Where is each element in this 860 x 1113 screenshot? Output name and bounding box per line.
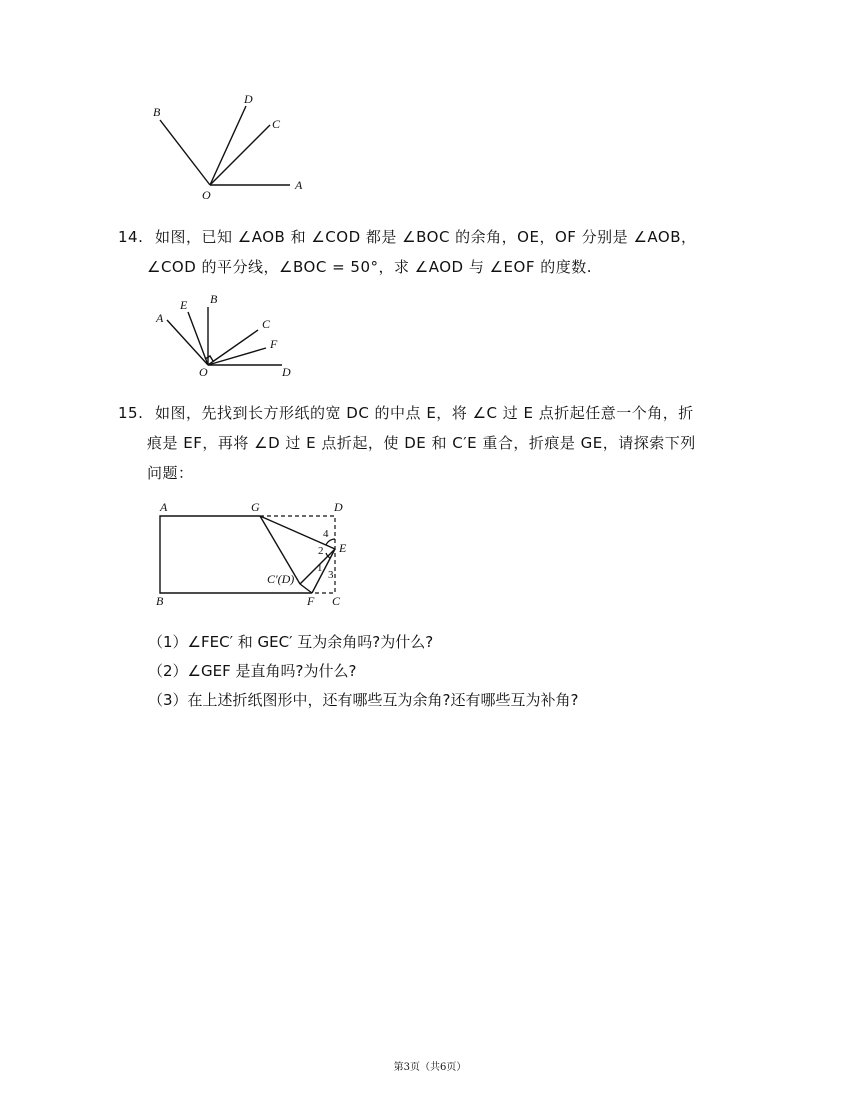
question-14-line-1: 如图，已知 ∠AOB 和 ∠COD 都是 ∠BOC 的余角，OE，OF 分别是 ∠AOB， [155,228,697,246]
label-d: D [282,365,291,379]
question-15 [118,398,768,488]
line-f-c-prime [300,584,312,593]
label-a: A [160,500,168,514]
ray-ob [160,120,210,185]
label-o: O [202,188,211,202]
label-c: C [272,117,281,131]
figure-13-angles [140,88,320,203]
figure-14-angles [150,292,300,382]
ray-oc [210,125,270,185]
label-c-prime-d: C′(D) [267,572,295,586]
label-c: C [332,594,341,608]
angle-number-2: 2 [318,545,324,557]
label-o: O [199,365,208,379]
label-c: C [262,317,271,331]
label-g: G [251,500,260,514]
label-a: A [295,178,303,192]
label-e: E [339,541,347,555]
label-b: B [156,594,164,608]
ray-of [208,348,266,365]
label-f: F [270,337,278,351]
label-f: F [307,594,315,608]
question-15-line-3: 问题： [147,464,194,482]
ray-oc [208,330,258,365]
subquestion-3: （3）在上述折纸图形中，还有哪些互为余角?还有哪些互为补角? [148,691,579,709]
question-14-line-2: ∠COD 的平分线，∠BOC = 50°，求 ∠AOD 与 ∠EOF 的度数. [147,258,592,276]
angle-number-1: 1 [317,562,323,574]
angle-number-3: 3 [328,569,334,581]
question-15-line-2: 痕是 EF，再将 ∠D 过 E 点折起，使 DE 和 C′E 重合，折痕是 GE，请探索下列 [147,434,696,452]
ray-oe [188,312,208,365]
ray-od [210,106,246,185]
question-15-number: 15. [118,404,144,422]
label-a: A [156,311,164,325]
figure-15-folded-paper [150,498,365,613]
label-b: B [210,292,218,306]
label-d: D [244,92,253,106]
question-15-line-1: 如图，先找到长方形纸的宽 DC 的中点 E，将 ∠C 过 E 点折起任意一个角，折 [155,404,694,422]
subquestion-1: （1）∠FEC′ 和 GEC′ 互为余角吗?为什么? [148,633,434,651]
page-footer: 第3页（共6页） [393,1062,467,1073]
question-14 [118,222,768,284]
angle-number-4: 4 [323,528,329,540]
label-b: B [153,105,161,119]
subquestion-2: （2）∠GEF 是直角吗?为什么? [148,662,357,680]
question-14-number: 14. [118,228,144,246]
label-d: D [334,500,343,514]
label-e: E [180,298,188,312]
ray-oa [167,320,208,365]
